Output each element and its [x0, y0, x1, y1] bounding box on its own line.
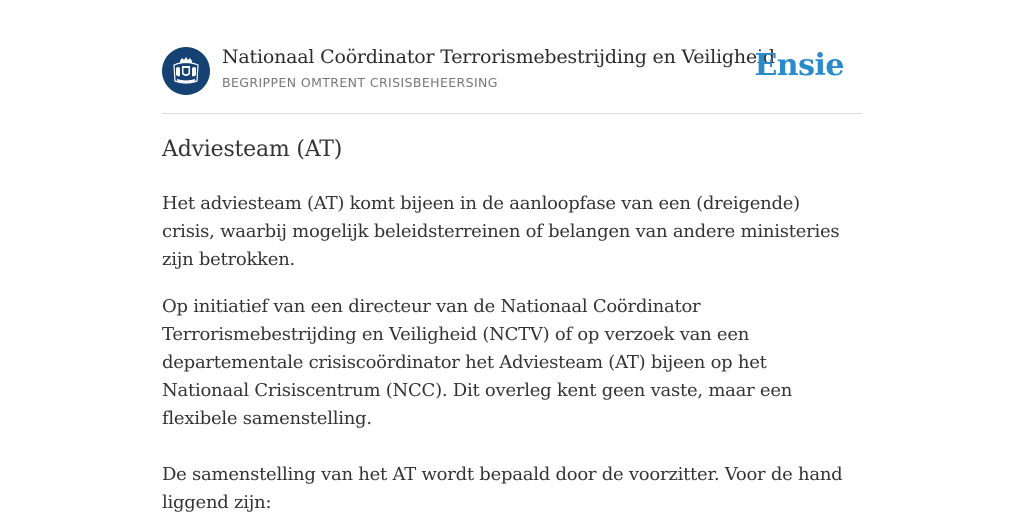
ensie-brand-link[interactable]: Ensie — [754, 48, 844, 83]
page — [162, 0, 862, 512]
organization-subtitle: BEGRIPPEN OMTRENT CRISISBEHEERSING — [222, 75, 498, 90]
header-divider — [162, 113, 862, 114]
coat-of-arms-icon — [162, 47, 210, 95]
definition-paragraph: Het adviesteam (AT) komt bijeen in de aanloopfase van een (dreigende) crisis, waarbij mogelijk beleidsterreinen of belangen van andere ministeries zijn betrokken. — [162, 193, 840, 270]
term-title: Adviesteam (AT) — [162, 137, 343, 162]
definition-paragraph: Op initiatief van een directeur van de Nationaal Coördinator Terrorismebestrijding en Veiligheid (NCTV) of op verzoek van een departementale crisiscoördinator het Adviesteam (AT) bijeen op het Nationaal Crisiscentrum (NCC). Dit overleg kent geen vaste, maar een flexibele samenstelling. — [162, 296, 793, 429]
definition-paragraph: De samenstelling van het AT wordt bepaald door de voorzitter. Voor de hand liggend zijn: — [162, 464, 843, 512]
rijksoverheid-logo[interactable] — [162, 47, 210, 95]
organization-title[interactable]: Nationaal Coördinator Terrorismebestrijding en Veiligheid — [222, 46, 775, 68]
site-header — [162, 44, 862, 100]
